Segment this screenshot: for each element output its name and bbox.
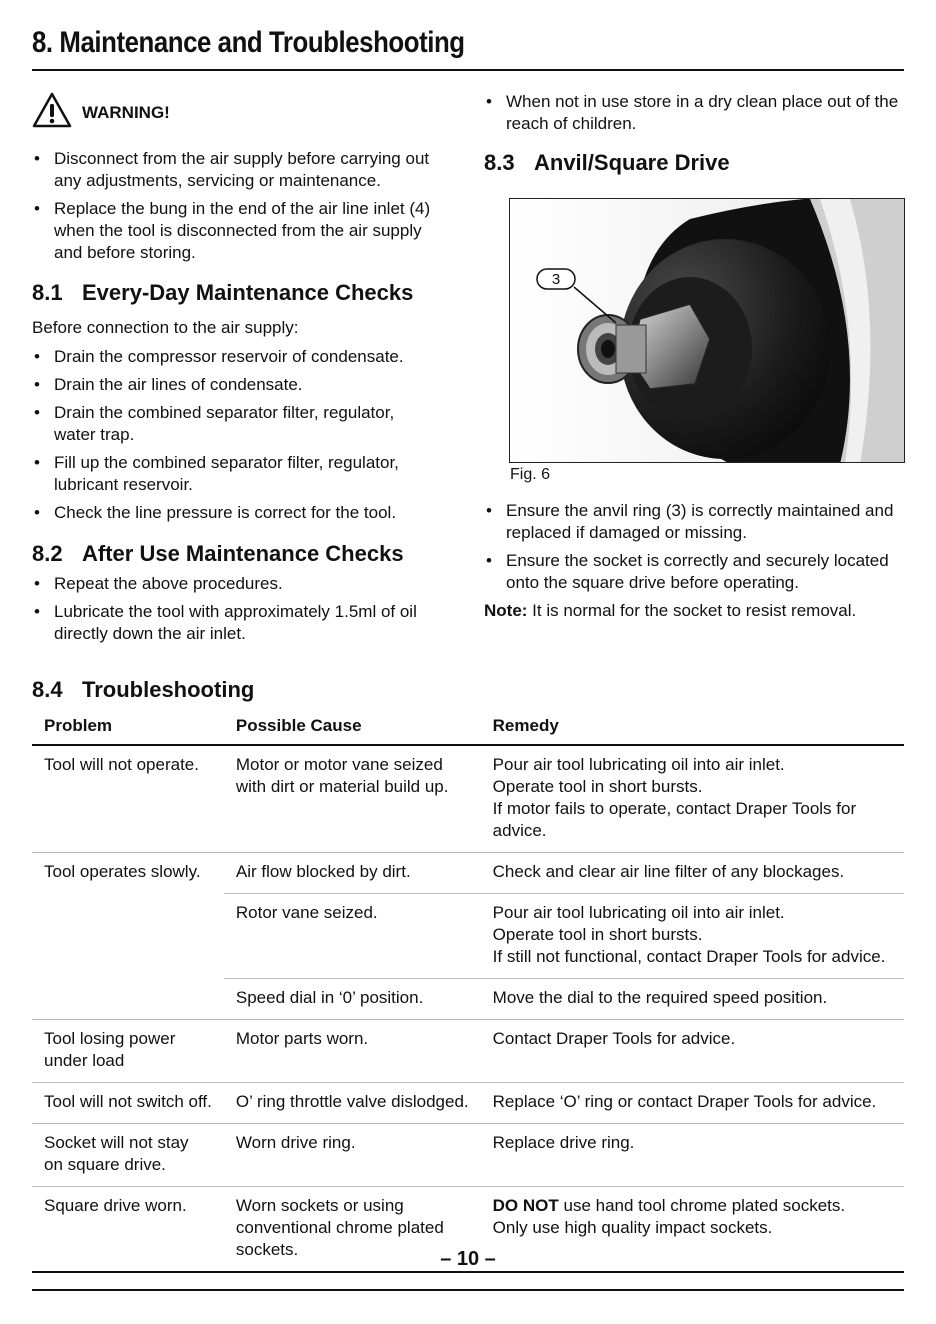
table-row: [32, 853, 904, 894]
remedy-line: Contact Draper Tools for advice.: [492, 1029, 736, 1048]
remedy-cell: [481, 745, 904, 853]
section-heading-8-3: [484, 150, 730, 176]
note-label: Note:: [484, 601, 528, 620]
page-number: – 10 –: [440, 1248, 496, 1270]
column-header-remedy: Remedy: [492, 716, 559, 735]
column-header-cause: Possible Cause: [235, 716, 362, 735]
cause-cell: Air flow blocked by dirt.: [224, 853, 481, 894]
remedy-cell: [481, 894, 904, 979]
cause-cell: Motor parts worn.: [224, 1020, 481, 1083]
anvil-list: [484, 500, 904, 594]
list-item: • Check the line pressure is correct for the tool.: [32, 502, 452, 524]
warning-triangle-icon: [32, 92, 72, 133]
footer-divider: [32, 1289, 904, 1291]
table-header-row: [32, 712, 904, 745]
cause-cell: Speed dial in ‘0’ position.: [224, 979, 481, 1020]
list-item: • Lubricate the tool with approximately 1.5ml of oil directly down the air inlet.: [32, 601, 432, 645]
remedy-line: Pour air tool lubricating oil into air inlet.: [492, 903, 785, 922]
section-title: Anvil/Square Drive: [534, 150, 730, 175]
problem-cell: Square drive worn.: [32, 1187, 224, 1273]
remedy-line: Pour air tool lubricating oil into air inlet.: [492, 755, 785, 774]
remedy-cell: [481, 1124, 904, 1187]
warning-label: WARNING!: [82, 102, 170, 122]
list-item: • Disconnect from the air supply before carrying out any adjustments, servicing or maintenance.: [32, 148, 452, 192]
section-title: After Use Maintenance Checks: [82, 541, 404, 566]
note: [484, 601, 856, 621]
remedy-emphasis: DO NOT: [492, 1196, 559, 1215]
problem-cell: Socket will not stay on square drive.: [32, 1124, 224, 1187]
page-title: 8. Maintenance and Troubleshooting: [32, 26, 465, 59]
section-intro: Before connection to the air supply:: [32, 318, 299, 337]
cause-cell: O’ ring throttle valve dislodged.: [224, 1083, 481, 1124]
section-heading-8-4: [32, 677, 254, 703]
list-item: • Ensure the socket is correctly and securely located onto the square drive before operating.: [484, 550, 904, 594]
problem-cell: Tool operates slowly.: [32, 853, 224, 894]
section-heading-8-2: [32, 541, 404, 567]
remedy-line: Replace drive ring.: [492, 1133, 635, 1152]
remedy-line: If motor fails to operate, contact Draper Tools for advice.: [492, 799, 857, 840]
table-row: [32, 1083, 904, 1124]
list-item: • Drain the combined separator filter, regulator, water trap.: [32, 402, 422, 446]
anvil-photo-illustration: [510, 199, 905, 463]
list-item: • Repeat the above procedures.: [32, 573, 452, 595]
column-header-problem: Problem: [44, 716, 113, 735]
section-number: 8.3: [484, 150, 515, 175]
table-row: [32, 745, 904, 853]
remedy-cell: [481, 1083, 904, 1124]
cause-cell: Motor or motor vane seized with dirt or material build up.: [235, 755, 449, 796]
after-use-list: [32, 573, 452, 645]
problem-cell: Tool losing power under load: [32, 1020, 224, 1083]
problem-cell: Tool will not switch off.: [32, 1083, 224, 1124]
list-item: • Ensure the anvil ring (3) is correctly maintained and replaced if damaged or missing.: [484, 500, 904, 544]
figure-caption: Fig. 6: [510, 466, 551, 483]
warning-header: [32, 92, 170, 133]
cause-cell: Worn drive ring.: [224, 1124, 481, 1187]
remedy-line: If still not functional, contact Draper Tools for advice.: [492, 947, 886, 966]
section-title: Troubleshooting: [82, 677, 255, 702]
title-divider: [32, 69, 904, 71]
remedy-line: Move the dial to the required speed position.: [492, 988, 828, 1007]
remedy-text: use hand tool chrome plated sockets.: [558, 1196, 846, 1215]
section-heading-8-1: [32, 280, 413, 306]
table-row: [32, 1124, 904, 1187]
problem-cell: Tool will not operate.: [44, 755, 199, 774]
list-item: • Replace the bung in the end of the air line inlet (4) when the tool is disconnected from the air supply and before storing.: [32, 198, 452, 264]
note-text: It is normal for the socket to resist removal.: [527, 601, 857, 620]
storage-list: [484, 91, 904, 135]
remedy-line: [493, 1195, 892, 1217]
daily-checks-list: [32, 346, 452, 524]
section-number: 8.4: [32, 677, 63, 702]
cause-cell: Worn sockets or using conventional chrome plated sockets.: [224, 1187, 481, 1273]
problem-cell: [32, 979, 224, 1020]
remedy-line: Operate tool in short bursts.: [492, 777, 703, 796]
troubleshooting-table: [32, 712, 904, 1273]
anvil-figure: [509, 198, 905, 463]
section-number: 8.2: [32, 541, 63, 566]
list-item: • Fill up the combined separator filter, regulator, lubricant reservoir.: [32, 452, 422, 496]
section-title: Every-Day Maintenance Checks: [82, 280, 414, 305]
warning-list: [32, 148, 452, 264]
list-item: • Drain the air lines of condensate.: [32, 374, 452, 396]
figure-callout-label: 3: [551, 271, 561, 288]
remedy-cell: [481, 853, 904, 894]
remedy-line: Replace ‘O’ ring or contact Draper Tools for advice.: [492, 1092, 877, 1111]
section-number: 8.1: [32, 280, 63, 305]
list-item: • Drain the compressor reservoir of condensate.: [32, 346, 452, 368]
remedy-cell: [481, 1020, 904, 1083]
remedy-cell: [481, 979, 904, 1020]
remedy-line: Only use high quality impact sockets.: [492, 1218, 773, 1237]
table-row: [32, 1020, 904, 1083]
table-row: [32, 979, 904, 1020]
problem-cell: [32, 894, 224, 979]
remedy-line: Operate tool in short bursts.: [492, 925, 703, 944]
list-item: • When not in use store in a dry clean place out of the reach of children.: [484, 91, 904, 135]
remedy-line: Check and clear air line filter of any blockages.: [492, 862, 845, 881]
table-row: [32, 894, 904, 979]
cause-cell: Rotor vane seized.: [224, 894, 481, 979]
